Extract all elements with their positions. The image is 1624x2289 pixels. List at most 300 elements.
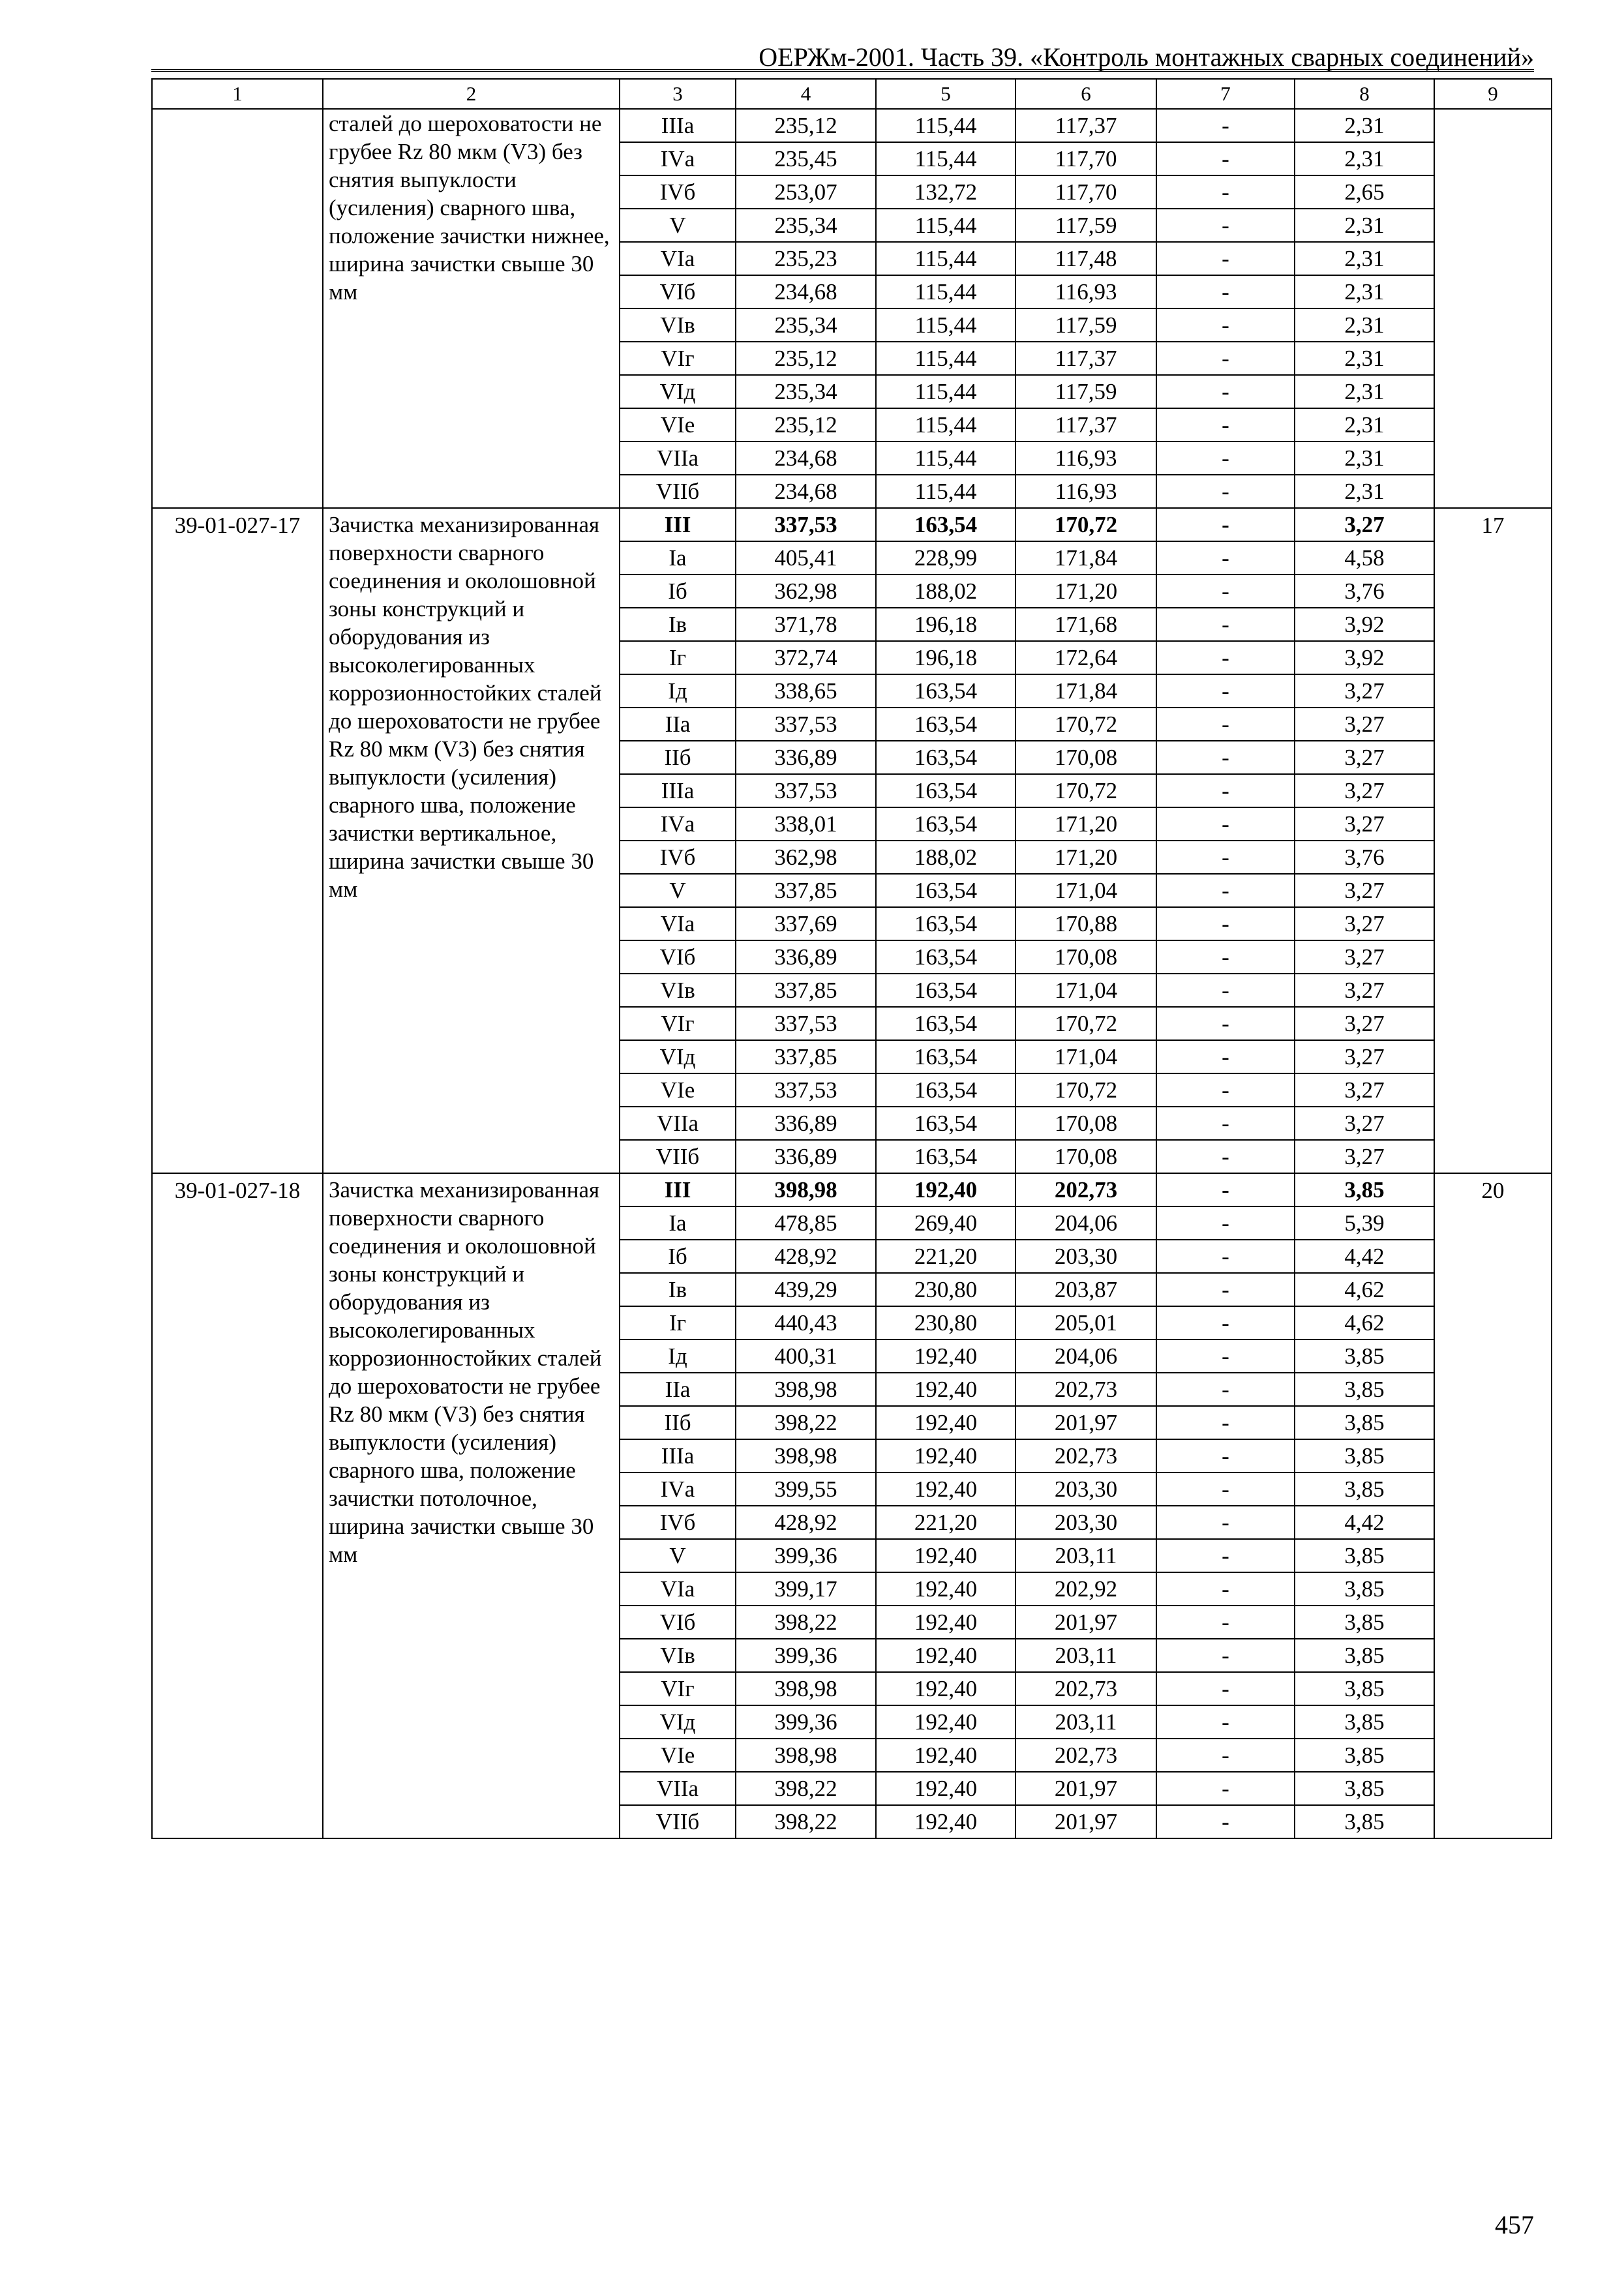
work-description: Зачистка механизированная поверхности сварного соединения и околошовной зоны конструкций и оборудования из высоколегированных коррозионностойких сталей до шероховатости не грубее Rz 80 мкм (V3) без снятия выпуклости (усиления) сварного шва, положение зачистки вертикальное, ширина зачистки свыше 30 мм: [329, 512, 602, 902]
materials-cost-cell: -: [1156, 1672, 1295, 1705]
zone-cell: VIа: [620, 907, 736, 940]
labor-hours-cell: 3,85: [1295, 1473, 1434, 1506]
labor-hours-cell: 3,85: [1295, 1705, 1434, 1739]
machine-cost-cell: 170,08: [1015, 741, 1156, 774]
labor-cost-cell: 115,44: [876, 308, 1015, 342]
total-cost-cell: 372,74: [736, 641, 876, 674]
zone-cell: VIа: [620, 1572, 736, 1606]
labor-hours-cell: 3,27: [1295, 1073, 1434, 1107]
labor-hours-cell: 3,27: [1295, 1007, 1434, 1040]
total-cost-cell: 235,34: [736, 209, 876, 242]
zone-cell: IVб: [620, 841, 736, 874]
zone-cell: VIд: [620, 1040, 736, 1073]
machine-cost-cell: 170,08: [1015, 1140, 1156, 1173]
labor-cost-cell: 163,54: [876, 774, 1015, 807]
labor-hours-cell: 2,31: [1295, 275, 1434, 308]
work-description-cell: [323, 508, 620, 1173]
total-cost-cell: 336,89: [736, 741, 876, 774]
labor-hours-cell: 2,31: [1295, 209, 1434, 242]
labor-cost-cell: 192,40: [876, 1739, 1015, 1772]
column-header: 1: [152, 79, 323, 109]
labor-hours-cell: 3,85: [1295, 1572, 1434, 1606]
total-cost-cell: 371,78: [736, 608, 876, 641]
total-cost-cell: 405,41: [736, 541, 876, 575]
labor-cost-cell: 163,54: [876, 674, 1015, 708]
total-cost-cell: 440,43: [736, 1306, 876, 1339]
labor-hours-cell: 3,85: [1295, 1606, 1434, 1639]
machine-cost-cell: 203,11: [1015, 1639, 1156, 1672]
total-cost-cell: 439,29: [736, 1273, 876, 1306]
machine-cost-cell: 201,97: [1015, 1406, 1156, 1439]
total-cost-cell: 234,68: [736, 475, 876, 508]
zone-cell: VIг: [620, 1007, 736, 1040]
labor-hours-cell: 3,27: [1295, 1140, 1434, 1173]
machine-cost-cell: 201,97: [1015, 1772, 1156, 1805]
materials-cost-cell: -: [1156, 774, 1295, 807]
machine-cost-cell: 117,70: [1015, 142, 1156, 175]
labor-cost-cell: 115,44: [876, 342, 1015, 375]
total-cost-cell: 399,17: [736, 1572, 876, 1606]
machine-cost-cell: 203,87: [1015, 1273, 1156, 1306]
labor-cost-cell: 115,44: [876, 242, 1015, 275]
zone-cell: VIг: [620, 1672, 736, 1705]
zone-cell: IVб: [620, 1506, 736, 1539]
machine-cost-cell: 171,04: [1015, 974, 1156, 1007]
column-9-value: [1435, 110, 1551, 113]
labor-cost-cell: 163,54: [876, 508, 1015, 541]
zone-cell: Iв: [620, 1273, 736, 1306]
materials-cost-cell: -: [1156, 1107, 1295, 1140]
materials-cost-cell: -: [1156, 907, 1295, 940]
total-cost-cell: 399,36: [736, 1639, 876, 1672]
labor-hours-cell: 3,27: [1295, 741, 1434, 774]
materials-cost-cell: -: [1156, 475, 1295, 508]
machine-cost-cell: 203,11: [1015, 1705, 1156, 1739]
machine-cost-cell: 202,73: [1015, 1439, 1156, 1473]
table-row: [152, 109, 1552, 142]
labor-hours-cell: 3,27: [1295, 1107, 1434, 1140]
column-header: 7: [1156, 79, 1295, 109]
zone-cell: IIIа: [620, 109, 736, 142]
materials-cost-cell: -: [1156, 541, 1295, 575]
total-cost-cell: 337,85: [736, 974, 876, 1007]
labor-cost-cell: 163,54: [876, 741, 1015, 774]
labor-hours-cell: 4,42: [1295, 1506, 1434, 1539]
zone-cell: IIIа: [620, 1439, 736, 1473]
zone-cell: IIа: [620, 708, 736, 741]
materials-cost-cell: -: [1156, 1306, 1295, 1339]
zone-cell: VIIа: [620, 441, 736, 475]
materials-cost-cell: -: [1156, 1173, 1295, 1206]
labor-hours-cell: 3,27: [1295, 508, 1434, 541]
work-description: Зачистка механизированная поверхности сварного соединения и околошовной зоны конструкций и оборудования из высоколегированных коррозионностойких сталей до шероховатости не грубее Rz 80 мкм (V3) без снятия выпуклости (усиления) сварного шва, положение зачистки потолочное, ширина зачистки свыше 30 мм: [329, 1177, 602, 1567]
labor-hours-cell: 3,85: [1295, 1439, 1434, 1473]
labor-cost-cell: 188,02: [876, 575, 1015, 608]
column-header: 6: [1015, 79, 1156, 109]
labor-hours-cell: 3,85: [1295, 1539, 1434, 1572]
materials-cost-cell: -: [1156, 1439, 1295, 1473]
machine-cost-cell: 203,30: [1015, 1240, 1156, 1273]
labor-cost-cell: 188,02: [876, 841, 1015, 874]
labor-hours-cell: 4,62: [1295, 1273, 1434, 1306]
machine-cost-cell: 201,97: [1015, 1805, 1156, 1838]
machine-cost-cell: 171,20: [1015, 807, 1156, 841]
labor-cost-cell: 163,54: [876, 1140, 1015, 1173]
table-row: [152, 1173, 1552, 1206]
labor-hours-cell: 3,92: [1295, 641, 1434, 674]
materials-cost-cell: -: [1156, 275, 1295, 308]
labor-hours-cell: 3,27: [1295, 807, 1434, 841]
materials-cost-cell: -: [1156, 1473, 1295, 1506]
zone-cell: Iб: [620, 1240, 736, 1273]
machine-cost-cell: 117,37: [1015, 109, 1156, 142]
materials-cost-cell: -: [1156, 109, 1295, 142]
labor-cost-cell: 192,40: [876, 1339, 1015, 1373]
materials-cost-cell: -: [1156, 1140, 1295, 1173]
machine-cost-cell: 171,84: [1015, 541, 1156, 575]
labor-hours-cell: 3,85: [1295, 1639, 1434, 1672]
machine-cost-cell: 170,72: [1015, 1007, 1156, 1040]
materials-cost-cell: -: [1156, 1406, 1295, 1439]
zone-cell: VIIа: [620, 1772, 736, 1805]
machine-cost-cell: 117,48: [1015, 242, 1156, 275]
work-description: сталей до шероховатости не грубее Rz 80 мкм (V3) без снятия выпуклости (усиления) сварного шва, положение зачистки нижнее, ширина зачистки свыше 30 мм: [329, 111, 610, 305]
machine-cost-cell: 205,01: [1015, 1306, 1156, 1339]
machine-cost-cell: 201,97: [1015, 1606, 1156, 1639]
labor-cost-cell: 192,40: [876, 1772, 1015, 1805]
total-cost-cell: 362,98: [736, 841, 876, 874]
labor-hours-cell: 3,85: [1295, 1739, 1434, 1772]
materials-cost-cell: -: [1156, 741, 1295, 774]
machine-cost-cell: 172,64: [1015, 641, 1156, 674]
labor-hours-cell: 4,58: [1295, 541, 1434, 575]
machine-cost-cell: 170,72: [1015, 708, 1156, 741]
machine-cost-cell: 117,70: [1015, 175, 1156, 209]
materials-cost-cell: -: [1156, 1073, 1295, 1107]
total-cost-cell: 398,22: [736, 1606, 876, 1639]
work-description-cell: [323, 1173, 620, 1838]
labor-hours-cell: 2,31: [1295, 408, 1434, 441]
zone-cell: IIб: [620, 1406, 736, 1439]
zone-cell: VIIб: [620, 475, 736, 508]
total-cost-cell: 336,89: [736, 1140, 876, 1173]
labor-cost-cell: 192,40: [876, 1406, 1015, 1439]
total-cost-cell: 235,45: [736, 142, 876, 175]
total-cost-cell: 253,07: [736, 175, 876, 209]
zone-cell: Iв: [620, 608, 736, 641]
machine-cost-cell: 204,06: [1015, 1206, 1156, 1240]
labor-cost-cell: 115,44: [876, 375, 1015, 408]
labor-cost-cell: 163,54: [876, 807, 1015, 841]
column-9-value: 20: [1481, 1178, 1505, 1203]
total-cost-cell: 399,55: [736, 1473, 876, 1506]
total-cost-cell: 235,12: [736, 109, 876, 142]
machine-cost-cell: 202,92: [1015, 1572, 1156, 1606]
zone-cell: VIб: [620, 940, 736, 974]
table-row: [152, 508, 1552, 541]
total-cost-cell: 399,36: [736, 1539, 876, 1572]
labor-cost-cell: 192,40: [876, 1705, 1015, 1739]
total-cost-cell: 398,22: [736, 1805, 876, 1838]
total-cost-cell: 337,85: [736, 874, 876, 907]
labor-cost-cell: 115,44: [876, 275, 1015, 308]
labor-cost-cell: 192,40: [876, 1639, 1015, 1672]
materials-cost-cell: -: [1156, 1273, 1295, 1306]
table-header: [152, 79, 1552, 109]
total-cost-cell: 398,98: [736, 1373, 876, 1406]
labor-cost-cell: 115,44: [876, 408, 1015, 441]
zone-cell: VIв: [620, 974, 736, 1007]
materials-cost-cell: -: [1156, 940, 1295, 974]
materials-cost-cell: -: [1156, 441, 1295, 475]
zone-cell: Iа: [620, 541, 736, 575]
materials-cost-cell: -: [1156, 209, 1295, 242]
zone-cell: Iг: [620, 1306, 736, 1339]
materials-cost-cell: -: [1156, 408, 1295, 441]
total-cost-cell: 235,12: [736, 342, 876, 375]
labor-cost-cell: 115,44: [876, 441, 1015, 475]
labor-cost-cell: 192,40: [876, 1539, 1015, 1572]
zone-cell: III: [620, 1173, 736, 1206]
labor-hours-cell: 3,76: [1295, 575, 1434, 608]
zone-cell: IIIа: [620, 774, 736, 807]
zone-cell: Iг: [620, 641, 736, 674]
machine-cost-cell: 117,59: [1015, 209, 1156, 242]
zone-cell: VIг: [620, 342, 736, 375]
labor-cost-cell: 163,54: [876, 907, 1015, 940]
rate-code-cell: [152, 508, 323, 1173]
materials-cost-cell: -: [1156, 575, 1295, 608]
total-cost-cell: 398,98: [736, 1173, 876, 1206]
labor-hours-cell: 2,31: [1295, 242, 1434, 275]
labor-cost-cell: 115,44: [876, 109, 1015, 142]
zone-cell: VIе: [620, 1073, 736, 1107]
labor-cost-cell: 228,99: [876, 541, 1015, 575]
zone-cell: IIб: [620, 741, 736, 774]
labor-hours-cell: 3,27: [1295, 1040, 1434, 1073]
total-cost-cell: 338,01: [736, 807, 876, 841]
materials-cost-cell: -: [1156, 974, 1295, 1007]
total-cost-cell: 234,68: [736, 441, 876, 475]
machine-cost-cell: 170,72: [1015, 774, 1156, 807]
total-cost-cell: 235,23: [736, 242, 876, 275]
labor-cost-cell: 269,40: [876, 1206, 1015, 1240]
machine-cost-cell: 170,72: [1015, 508, 1156, 541]
machine-cost-cell: 116,93: [1015, 441, 1156, 475]
labor-hours-cell: 3,27: [1295, 774, 1434, 807]
materials-cost-cell: -: [1156, 508, 1295, 541]
machine-cost-cell: 203,30: [1015, 1506, 1156, 1539]
labor-hours-cell: 3,85: [1295, 1406, 1434, 1439]
rate-code: 39-01-027-18: [174, 1178, 301, 1203]
labor-cost-cell: 163,54: [876, 1107, 1015, 1140]
labor-hours-cell: 2,65: [1295, 175, 1434, 209]
total-cost-cell: 398,98: [736, 1439, 876, 1473]
machine-cost-cell: 117,37: [1015, 408, 1156, 441]
materials-cost-cell: -: [1156, 674, 1295, 708]
labor-hours-cell: 2,31: [1295, 375, 1434, 408]
labor-cost-cell: 163,54: [876, 1040, 1015, 1073]
machine-cost-cell: 170,08: [1015, 940, 1156, 974]
labor-hours-cell: 3,27: [1295, 974, 1434, 1007]
header-title: ОЕРЖм-2001. Часть 39. «Контроль монтажных сварных соединений»: [759, 42, 1534, 72]
labor-cost-cell: 163,54: [876, 974, 1015, 1007]
zone-cell: V: [620, 1539, 736, 1572]
materials-cost-cell: -: [1156, 807, 1295, 841]
rates-table: [151, 78, 1552, 1839]
rate-code: [153, 110, 322, 113]
zone-cell: Iб: [620, 575, 736, 608]
machine-cost-cell: 171,20: [1015, 841, 1156, 874]
labor-hours-cell: 3,85: [1295, 1805, 1434, 1838]
zone-cell: VIа: [620, 242, 736, 275]
labor-hours-cell: 3,85: [1295, 1173, 1434, 1206]
labor-hours-cell: 3,85: [1295, 1339, 1434, 1373]
machine-cost-cell: 171,04: [1015, 874, 1156, 907]
total-cost-cell: 398,98: [736, 1672, 876, 1705]
labor-hours-cell: 3,27: [1295, 907, 1434, 940]
column-9-value: 17: [1481, 513, 1505, 538]
machine-cost-cell: 170,88: [1015, 907, 1156, 940]
zone-cell: VIд: [620, 1705, 736, 1739]
materials-cost-cell: -: [1156, 1639, 1295, 1672]
materials-cost-cell: -: [1156, 175, 1295, 209]
machine-cost-cell: 116,93: [1015, 475, 1156, 508]
labor-hours-cell: 3,27: [1295, 940, 1434, 974]
labor-cost-cell: 115,44: [876, 209, 1015, 242]
labor-hours-cell: 2,31: [1295, 142, 1434, 175]
column-9-cell: [1434, 1173, 1552, 1838]
materials-cost-cell: -: [1156, 1805, 1295, 1838]
total-cost-cell: 362,98: [736, 575, 876, 608]
machine-cost-cell: 203,30: [1015, 1473, 1156, 1506]
materials-cost-cell: -: [1156, 1373, 1295, 1406]
total-cost-cell: 234,68: [736, 275, 876, 308]
zone-cell: VIб: [620, 275, 736, 308]
zone-cell: V: [620, 874, 736, 907]
labor-cost-cell: 192,40: [876, 1439, 1015, 1473]
zone-cell: V: [620, 209, 736, 242]
labor-cost-cell: 115,44: [876, 142, 1015, 175]
materials-cost-cell: -: [1156, 342, 1295, 375]
total-cost-cell: 336,89: [736, 940, 876, 974]
labor-cost-cell: 196,18: [876, 641, 1015, 674]
materials-cost-cell: -: [1156, 1040, 1295, 1073]
machine-cost-cell: 170,72: [1015, 1073, 1156, 1107]
labor-hours-cell: 3,76: [1295, 841, 1434, 874]
materials-cost-cell: -: [1156, 841, 1295, 874]
column-header: 5: [876, 79, 1015, 109]
total-cost-cell: 428,92: [736, 1506, 876, 1539]
materials-cost-cell: -: [1156, 375, 1295, 408]
materials-cost-cell: -: [1156, 1572, 1295, 1606]
zone-cell: IVа: [620, 142, 736, 175]
zone-cell: VIв: [620, 1639, 736, 1672]
total-cost-cell: 235,34: [736, 375, 876, 408]
materials-cost-cell: -: [1156, 1772, 1295, 1805]
labor-cost-cell: 163,54: [876, 1007, 1015, 1040]
zone-cell: VIб: [620, 1606, 736, 1639]
materials-cost-cell: -: [1156, 1506, 1295, 1539]
zone-cell: VIе: [620, 1739, 736, 1772]
materials-cost-cell: -: [1156, 874, 1295, 907]
labor-hours-cell: 5,39: [1295, 1206, 1434, 1240]
column-9-cell: [1434, 109, 1552, 508]
machine-cost-cell: 117,59: [1015, 308, 1156, 342]
machine-cost-cell: 117,59: [1015, 375, 1156, 408]
machine-cost-cell: 171,04: [1015, 1040, 1156, 1073]
zone-cell: IIа: [620, 1373, 736, 1406]
labor-hours-cell: 2,31: [1295, 441, 1434, 475]
labor-cost-cell: 115,44: [876, 475, 1015, 508]
page-number: 457: [1495, 2210, 1534, 2239]
column-header: 9: [1434, 79, 1552, 109]
labor-cost-cell: 196,18: [876, 608, 1015, 641]
labor-cost-cell: 132,72: [876, 175, 1015, 209]
materials-cost-cell: -: [1156, 1007, 1295, 1040]
materials-cost-cell: -: [1156, 1606, 1295, 1639]
page-header: [151, 38, 1534, 72]
labor-hours-cell: 3,27: [1295, 874, 1434, 907]
machine-cost-cell: 202,73: [1015, 1173, 1156, 1206]
labor-cost-cell: 221,20: [876, 1240, 1015, 1273]
zone-cell: IVа: [620, 807, 736, 841]
work-description-cell: [323, 109, 620, 508]
machine-cost-cell: 203,11: [1015, 1539, 1156, 1572]
machine-cost-cell: 202,73: [1015, 1739, 1156, 1772]
labor-hours-cell: 2,31: [1295, 342, 1434, 375]
labor-hours-cell: 2,31: [1295, 109, 1434, 142]
zone-cell: VIе: [620, 408, 736, 441]
column-9-cell: [1434, 508, 1552, 1173]
materials-cost-cell: -: [1156, 1739, 1295, 1772]
materials-cost-cell: -: [1156, 308, 1295, 342]
labor-hours-cell: 3,85: [1295, 1373, 1434, 1406]
labor-cost-cell: 230,80: [876, 1306, 1015, 1339]
total-cost-cell: 337,53: [736, 708, 876, 741]
zone-cell: III: [620, 508, 736, 541]
labor-cost-cell: 163,54: [876, 940, 1015, 974]
total-cost-cell: 337,53: [736, 508, 876, 541]
total-cost-cell: 400,31: [736, 1339, 876, 1373]
column-header: 3: [620, 79, 736, 109]
materials-cost-cell: -: [1156, 1339, 1295, 1373]
materials-cost-cell: -: [1156, 242, 1295, 275]
total-cost-cell: 398,22: [736, 1772, 876, 1805]
labor-cost-cell: 163,54: [876, 874, 1015, 907]
column-header: 4: [736, 79, 876, 109]
labor-cost-cell: 192,40: [876, 1373, 1015, 1406]
labor-cost-cell: 192,40: [876, 1672, 1015, 1705]
machine-cost-cell: 204,06: [1015, 1339, 1156, 1373]
zone-cell: VIIб: [620, 1140, 736, 1173]
zone-cell: VIIа: [620, 1107, 736, 1140]
labor-hours-cell: 3,92: [1295, 608, 1434, 641]
total-cost-cell: 428,92: [736, 1240, 876, 1273]
labor-hours-cell: 4,42: [1295, 1240, 1434, 1273]
materials-cost-cell: -: [1156, 641, 1295, 674]
labor-cost-cell: 192,40: [876, 1173, 1015, 1206]
labor-cost-cell: 230,80: [876, 1273, 1015, 1306]
materials-cost-cell: -: [1156, 608, 1295, 641]
labor-hours-cell: 2,31: [1295, 475, 1434, 508]
materials-cost-cell: -: [1156, 708, 1295, 741]
total-cost-cell: 337,53: [736, 1073, 876, 1107]
machine-cost-cell: 202,73: [1015, 1373, 1156, 1406]
zone-cell: VIд: [620, 375, 736, 408]
rate-code: 39-01-027-17: [174, 513, 301, 538]
labor-cost-cell: 192,40: [876, 1606, 1015, 1639]
